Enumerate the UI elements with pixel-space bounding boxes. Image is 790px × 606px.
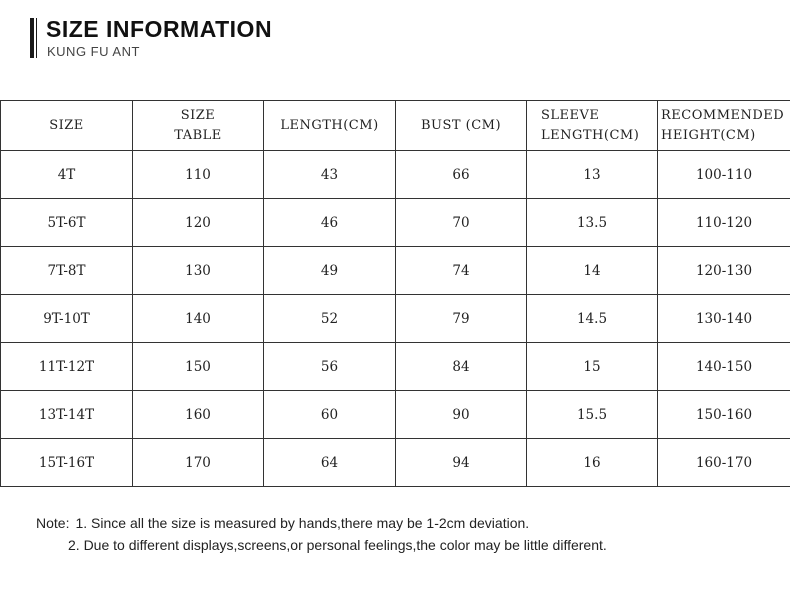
cell-size-table: 140 xyxy=(133,295,264,343)
cell-recommended-height: 100-110 xyxy=(658,151,790,199)
header-bust: BUST (CM) xyxy=(396,101,527,151)
table-body xyxy=(1,151,790,487)
cell-sleeve-length: 15 xyxy=(527,343,658,391)
page-title: SIZE INFORMATION xyxy=(46,16,273,42)
header-length: LENGTH(CM) xyxy=(264,101,396,151)
cell-sleeve-length: 14.5 xyxy=(527,295,658,343)
cell-bust: 79 xyxy=(396,295,527,343)
header-accent-line xyxy=(36,18,37,58)
note-text: 2. Due to different displays,screens,or personal feelings,the color may be little different. xyxy=(68,537,607,553)
cell-recommended-height: 120-130 xyxy=(658,247,790,295)
table-header-row xyxy=(1,101,790,151)
cell-size-table: 150 xyxy=(133,343,264,391)
header-recommended-height: RECOMMENDED HEIGHT(CM) xyxy=(658,101,790,151)
cell-size-table: 130 xyxy=(133,247,264,295)
cell-bust: 90 xyxy=(396,391,527,439)
cell-sleeve-length: 13 xyxy=(527,151,658,199)
cell-sleeve-length: 15.5 xyxy=(527,391,658,439)
cell-recommended-height: 160-170 xyxy=(658,439,790,487)
cell-bust: 84 xyxy=(396,343,527,391)
cell-size: 13T-14T xyxy=(1,391,133,439)
cell-size: 7T-8T xyxy=(1,247,133,295)
cell-size: 9T-10T xyxy=(1,295,133,343)
cell-sleeve-length: 14 xyxy=(527,247,658,295)
cell-size-table: 110 xyxy=(133,151,264,199)
cell-sleeve-length: 13.5 xyxy=(527,199,658,247)
cell-size-table: 170 xyxy=(133,439,264,487)
note-prefix: Note: xyxy=(36,515,70,531)
cell-bust: 66 xyxy=(396,151,527,199)
cell-recommended-height: 140-150 xyxy=(658,343,790,391)
cell-size: 4T xyxy=(1,151,133,199)
header-accent-bar xyxy=(30,18,34,58)
cell-length: 60 xyxy=(264,391,396,439)
cell-length: 49 xyxy=(264,247,396,295)
cell-sleeve-length: 16 xyxy=(527,439,658,487)
cell-length: 43 xyxy=(264,151,396,199)
cell-length: 46 xyxy=(264,199,396,247)
brand-subtitle: KUNG FU ANT xyxy=(47,44,140,59)
cell-size: 5T-6T xyxy=(1,199,133,247)
table-row xyxy=(1,295,790,343)
table-row xyxy=(1,343,790,391)
table-row xyxy=(1,247,790,295)
note-item-1 xyxy=(36,512,607,534)
cell-recommended-height: 130-140 xyxy=(658,295,790,343)
header-size: SIZE xyxy=(1,101,133,151)
header-sleeve-length: SLEEVE LENGTH(CM) xyxy=(527,101,658,151)
cell-bust: 74 xyxy=(396,247,527,295)
table-row xyxy=(1,391,790,439)
cell-size-table: 120 xyxy=(133,199,264,247)
cell-bust: 94 xyxy=(396,439,527,487)
cell-size-table: 160 xyxy=(133,391,264,439)
table-row xyxy=(1,439,790,487)
cell-recommended-height: 150-160 xyxy=(658,391,790,439)
cell-size: 15T-16T xyxy=(1,439,133,487)
cell-length: 52 xyxy=(264,295,396,343)
note-text: 1. Since all the size is measured by hands,there may be 1-2cm deviation. xyxy=(75,515,530,531)
cell-size: 11T-12T xyxy=(1,343,133,391)
cell-length: 56 xyxy=(264,343,396,391)
cell-bust: 70 xyxy=(396,199,527,247)
cell-length: 64 xyxy=(264,439,396,487)
notes-section xyxy=(36,512,607,556)
size-table xyxy=(0,100,790,487)
cell-recommended-height: 110-120 xyxy=(658,199,790,247)
header-size-table: SIZE TABLE xyxy=(133,101,264,151)
note-item-2 xyxy=(36,534,607,556)
table-row xyxy=(1,199,790,247)
table-row xyxy=(1,151,790,199)
